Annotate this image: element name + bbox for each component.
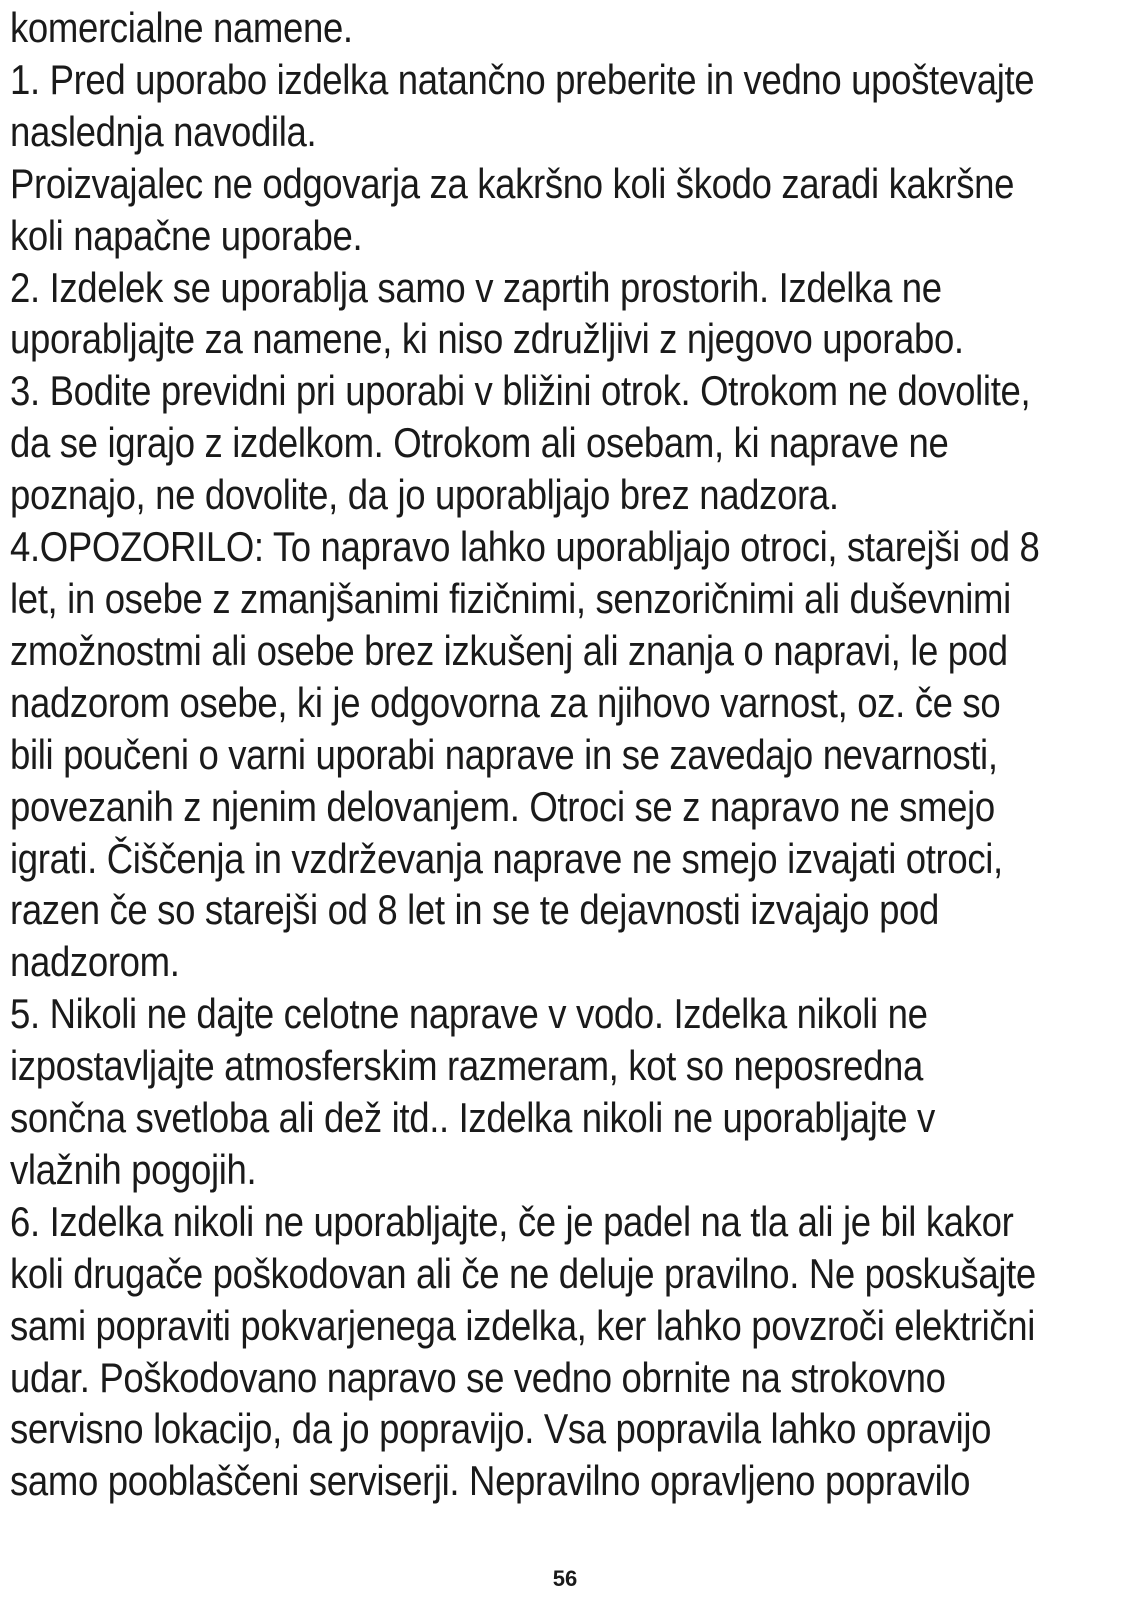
text-line: 6. Izdelka nikoli ne uporabljajte, če je padel na tla ali je bil kakor bbox=[10, 1197, 1014, 1245]
text-line: nadzorom osebe, ki je odgovorna za njihovo varnost, oz. če so bbox=[10, 678, 1001, 726]
text-line: komercialne namene. bbox=[10, 4, 353, 51]
text-line: izpostavljajte atmosferskim razmeram, kot so neposredna bbox=[10, 1042, 924, 1090]
text-line: 3. Bodite previdni pri uporabi v bližini otrok. Otrokom ne dovolite, bbox=[10, 367, 1031, 415]
text-line: uporabljajte za namene, ki niso združljivi z njegovo uporabo. bbox=[10, 315, 964, 363]
text-line: servisno lokacijo, da jo popravijo. Vsa popravila lahko opravijo bbox=[10, 1405, 992, 1453]
text-line: zmožnostmi ali osebe brez izkušenj ali znanja o napravi, le pod bbox=[10, 626, 1008, 674]
text-line: sončna svetloba ali dež itd.. Izdelka nikoli ne uporabljajte v bbox=[10, 1094, 935, 1142]
text-line: 4.OPOZORILO: To napravo lahko uporabljajo otroci, starejši od 8 bbox=[10, 523, 1040, 571]
text-line: naslednja navodila. bbox=[10, 107, 317, 155]
text-line: vlažnih pogojih. bbox=[10, 1145, 257, 1193]
body-text bbox=[10, 2, 1110, 1507]
text-line: poznajo, ne dovolite, da jo uporabljajo brez nadzora. bbox=[10, 471, 839, 519]
text-line: 1. Pred uporabo izdelka natančno preberite in vedno upoštevajte bbox=[10, 55, 1035, 103]
text-line: bili poučeni o varni uporabi naprave in se zavedajo nevarnosti, bbox=[10, 730, 998, 778]
text-line: koli napačne uporabe. bbox=[10, 211, 363, 259]
text-line: nadzorom. bbox=[10, 938, 180, 986]
text-line: koli drugače poškodovan ali če ne deluje pravilno. Ne poskušajte bbox=[10, 1249, 1036, 1297]
text-line: samo pooblaščeni serviserji. Nepravilno opravljeno popravilo bbox=[10, 1457, 971, 1505]
text-line: 2. Izdelek se uporablja samo v zaprtih prostorih. Izdelka ne bbox=[10, 263, 942, 311]
text-line: razen če so starejši od 8 let in se te dejavnosti izvajajo pod bbox=[10, 886, 940, 934]
text-line: povezanih z njenim delovanjem. Otroci se z napravo ne smejo bbox=[10, 782, 995, 830]
text-line: sami popraviti pokvarjenega izdelka, ker lahko povzroči električni bbox=[10, 1301, 1036, 1349]
text-line: Proizvajalec ne odgovarja za kakršno koli škodo zaradi kakršne bbox=[10, 159, 1015, 207]
page-number: 56 bbox=[552, 1566, 578, 1591]
text-line: udar. Poškodovano napravo se vedno obrnite na strokovno bbox=[10, 1353, 946, 1401]
text-line: 5. Nikoli ne dajte celotne naprave v vodo. Izdelka nikoli ne bbox=[10, 990, 928, 1038]
text-line: igrati. Čiščenja in vzdrževanja naprave ne smejo izvajati otroci, bbox=[10, 834, 1003, 882]
text-line: da se igrajo z izdelkom. Otrokom ali osebam, ki naprave ne bbox=[10, 419, 949, 467]
text-line: let, in osebe z zmanjšanimi fizičnimi, senzoričnimi ali duševnimi bbox=[10, 574, 1011, 622]
